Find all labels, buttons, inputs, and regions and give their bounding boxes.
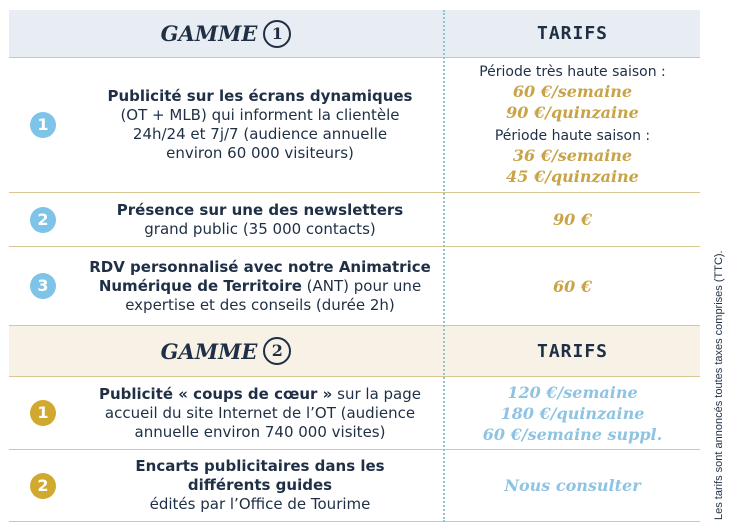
row-number-badge: 1 [30, 400, 56, 426]
price-value: 60 €/semaine [512, 81, 633, 101]
tarifs-header-2: TARIFS [536, 340, 609, 362]
price-value: 90 € [553, 210, 592, 229]
row-number-badge: 3 [30, 273, 56, 299]
row-number-badge: 2 [30, 473, 56, 499]
row-number-badge: 1 [30, 112, 56, 138]
row-price [445, 58, 700, 192]
gamme-2-header [9, 326, 700, 376]
row-number-badge: 2 [30, 207, 56, 233]
gamme-2-label: GAMME [160, 338, 258, 364]
description-title: RDV personnalisé avec notre Animatrice Numérique de Territoire [89, 257, 431, 295]
description-title: Encarts publicitaires dans les différents guides [135, 457, 385, 494]
tarifs-header-1: TARIFS [536, 23, 609, 44]
description-title: Publicité sur les écrans dynamiques [107, 87, 413, 105]
price-value: 60 € [553, 276, 592, 296]
pricing-table [9, 10, 700, 522]
row-description [79, 58, 441, 192]
price-value: 45 €/quinzaine [506, 166, 639, 186]
tax-note: Les tarifs sont annoncés toutes taxes comprises (TTC). [713, 250, 725, 520]
price-period-label: Période haute saison : [494, 127, 651, 144]
row-price [445, 377, 700, 449]
gamme-1-number: 1 [263, 20, 291, 48]
price-value: 90 €/quinzaine [506, 102, 639, 122]
description-text: (OT + MLB) qui informent la clientèle 24h/24 et 7j/7 (audience annuelle environ 60 000 visiteurs) [120, 106, 400, 162]
gamme-1-row-3 [9, 247, 700, 325]
row-price [445, 450, 700, 521]
column-divider [443, 10, 445, 522]
gamme-1-header [9, 10, 700, 57]
price-value: Nous consulter [504, 476, 641, 495]
gamme-2-row-2 [9, 450, 700, 521]
gamme-1-title [9, 10, 443, 57]
gamme-1-row-2 [9, 193, 700, 246]
description-text: grand public (35 000 contacts) [144, 219, 376, 238]
price-value: 120 €/semaine [507, 382, 638, 402]
row-description [79, 450, 441, 521]
row-description [79, 193, 441, 246]
description-text: sur la page accueil du site Internet de l’OT (audience annuelle environ 740 000 visites) [104, 384, 422, 441]
row-description [79, 247, 441, 325]
price-value: 36 €/semaine [512, 145, 633, 165]
description-title: Présence sur une des newsletters [116, 200, 404, 219]
gamme-1-label: GAMME [160, 21, 258, 46]
description-text: (ANT) pour une expertise et des conseils (durée 2h) [125, 276, 422, 314]
row-price [445, 247, 700, 325]
gamme-2-number: 2 [263, 337, 291, 365]
price-value: 60 €/semaine suppl. [482, 424, 663, 444]
description-text: édités par l’Office de Tourime [149, 495, 371, 513]
row-price [445, 193, 700, 246]
gamme-1-row-1 [9, 58, 700, 192]
price-period-label: Période très haute saison : [479, 63, 666, 80]
gamme-2-row-1 [9, 377, 700, 449]
price-value: 180 €/quinzaine [500, 403, 645, 423]
description-title: Publicité « coups de cœur » [98, 384, 333, 403]
gamme-2-title [9, 326, 443, 376]
row-description [79, 377, 441, 449]
